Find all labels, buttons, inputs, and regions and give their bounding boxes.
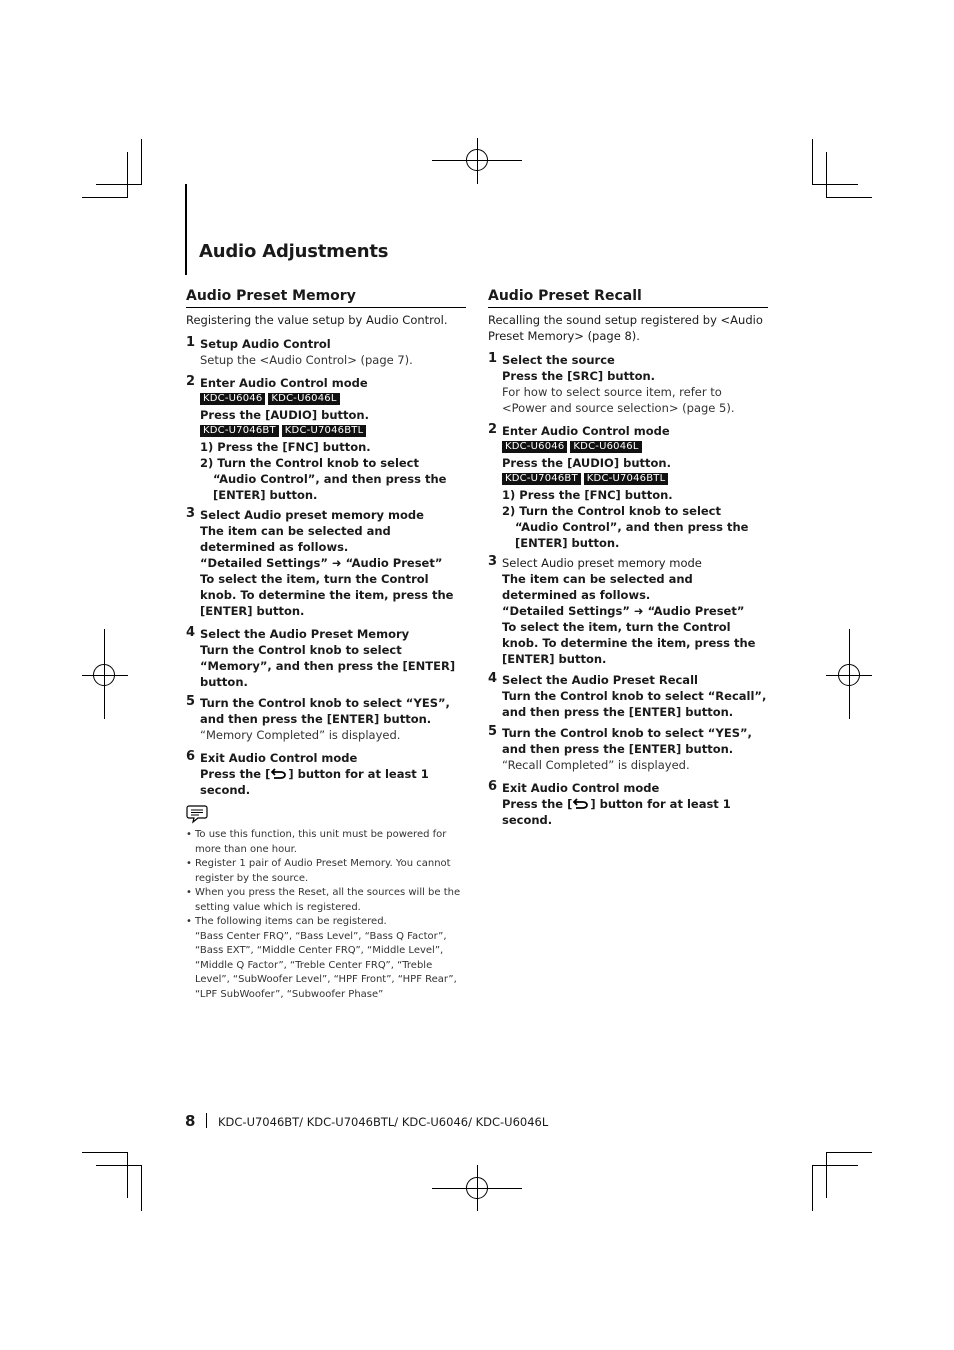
step-number: 3 — [488, 554, 498, 569]
step-text: To select the item, turn the Control knob. To determine the item, press the [ENTER] button. — [200, 572, 454, 618]
step-number: 1 — [488, 351, 498, 366]
note-item: • Register 1 pair of Audio Preset Memory. You cannot register by the source. — [186, 858, 451, 884]
section-divider — [186, 307, 466, 308]
page-number: 8 — [185, 1112, 196, 1130]
note-registered-items: “Bass Center FRQ”, “Bass Level”, “Bass Q Factor”, “Bass EXT”, “Middle Center FRQ”, “Middle Level”, “Middle Q Factor”, “Treble Center FRQ”, “Treble Level”, “SubWoofer Level”, “HPF Front”, “HPF Rear”, “LPF SubWoofer”, “Subwoofer Phase” — [195, 930, 457, 1000]
step-text: The item can be selected and determined as follows. — [200, 524, 391, 554]
model-badges — [200, 391, 466, 407]
section-divider — [488, 307, 768, 308]
sub-step: 2) Turn the Control knob to select “Audio Control”, and then press the [ENTER] button. — [502, 504, 749, 550]
footer-divider — [206, 1113, 207, 1128]
step-text: “Detailed Settings” ➜ “Audio Preset” — [200, 556, 443, 570]
step-number: 1 — [186, 335, 196, 350]
step-text: Press the [ ] button for at least 1 second. — [502, 797, 731, 827]
step-4 — [186, 626, 466, 690]
model-badge: KDC-U7046BTL — [584, 473, 669, 485]
step-text: “Detailed Settings” ➜ “Audio Preset” — [502, 604, 745, 618]
step-6 — [186, 750, 466, 798]
step-title: Select Audio preset memory mode — [200, 508, 424, 522]
step-number: 2 — [186, 374, 196, 389]
step-title: Setup Audio Control — [200, 337, 331, 351]
back-icon — [271, 768, 287, 779]
step-title: Select the Audio Preset Recall — [502, 673, 698, 687]
audio-preset-memory-section — [186, 287, 466, 1002]
model-badge: KDC-U6046 — [200, 393, 265, 405]
step-number: 4 — [488, 671, 498, 686]
step-1 — [186, 336, 466, 368]
note-item: • To use this function, this unit must be powered for more than one hour. — [186, 829, 447, 855]
step-number: 5 — [488, 724, 498, 739]
step-2 — [186, 375, 466, 503]
step-text: Press the [SRC] button. — [502, 369, 656, 383]
footer-models: KDC-U7046BT/ KDC-U7046BTL/ KDC-U6046/ KDC-U6046L — [218, 1115, 549, 1129]
sub-step: 1) Press the [FNC] button. — [200, 440, 371, 454]
sub-step: 1) Press the [FNC] button. — [502, 488, 673, 502]
section-intro: Recalling the sound setup registered by <Audio Preset Memory> (page 8). — [488, 313, 763, 343]
title-bar — [185, 184, 187, 275]
audio-preset-recall-section — [488, 287, 768, 828]
step-title: Enter Audio Control mode — [200, 376, 368, 390]
step-title: Select the Audio Preset Memory — [200, 627, 410, 641]
step-text: Press the [AUDIO] button. — [502, 456, 671, 470]
sub-step: 2) Turn the Control knob to select “Audio Control”, and then press the [ENTER] button. — [200, 456, 447, 502]
note-item: • The following items can be registered. — [186, 916, 387, 927]
step-text: To select the item, turn the Control knob. To determine the item, press the [ENTER] button. — [502, 620, 756, 666]
step-text: Setup the <Audio Control> (page 7). — [200, 353, 413, 367]
step-number: 6 — [488, 779, 498, 794]
step-2 — [488, 423, 768, 551]
model-badge: KDC-U6046L — [268, 393, 339, 405]
step-text: For how to select source item, refer to <Power and source selection> (page 5). — [502, 385, 735, 415]
step-number: 3 — [186, 506, 196, 521]
model-badges — [502, 471, 768, 487]
model-badge: KDC-U7046BT — [502, 473, 581, 485]
step-text: “Recall Completed” is displayed. — [502, 758, 690, 772]
section-intro: Registering the value setup by Audio Control. — [186, 313, 448, 327]
note-icon — [186, 804, 466, 828]
step-title: Exit Audio Control mode — [502, 781, 660, 795]
section-title: Audio Preset Memory — [186, 288, 356, 304]
note-item: • When you press the Reset, all the sources will be the setting value which is registered. — [186, 887, 461, 913]
step-title: Select Audio preset memory mode — [502, 556, 702, 570]
step-text: “Memory Completed” is displayed. — [200, 728, 401, 742]
step-number: 6 — [186, 749, 196, 764]
model-badge: KDC-U6046L — [570, 441, 641, 453]
section-title: Audio Preset Recall — [488, 288, 642, 304]
page-title: Audio Adjustments — [199, 241, 389, 262]
model-badge: KDC-U7046BTL — [282, 425, 367, 437]
step-title: Enter Audio Control mode — [502, 424, 670, 438]
step-text: Turn the Control knob to select “Recall”, and then press the [ENTER] button. — [502, 689, 767, 719]
step-text: Turn the Control knob to select “Memory”, and then press the [ENTER] button. — [200, 643, 456, 689]
step-1 — [488, 352, 768, 416]
step-number: 4 — [186, 625, 196, 640]
step-3 — [186, 507, 466, 619]
step-number: 2 — [488, 422, 498, 437]
step-4 — [488, 672, 768, 720]
model-badge: KDC-U7046BT — [200, 425, 279, 437]
step-text: Press the [ ] button for at least 1 second. — [200, 767, 429, 797]
model-badge: KDC-U6046 — [502, 441, 567, 453]
model-badges — [200, 423, 466, 439]
step-text: Press the [AUDIO] button. — [200, 408, 369, 422]
step-5 — [186, 695, 466, 743]
step-6 — [488, 780, 768, 828]
step-title: Turn the Control knob to select “YES”, and then press the [ENTER] button. — [200, 696, 450, 726]
step-text: The item can be selected and determined as follows. — [502, 572, 693, 602]
model-badges — [502, 439, 768, 455]
step-title: Exit Audio Control mode — [200, 751, 358, 765]
notes-list — [186, 828, 466, 1002]
step-3 — [488, 555, 768, 667]
step-number: 5 — [186, 694, 196, 709]
step-5 — [488, 725, 768, 773]
back-icon — [573, 798, 589, 809]
step-title: Select the source — [502, 353, 615, 367]
step-title: Turn the Control knob to select “YES”, and then press the [ENTER] button. — [502, 726, 752, 756]
